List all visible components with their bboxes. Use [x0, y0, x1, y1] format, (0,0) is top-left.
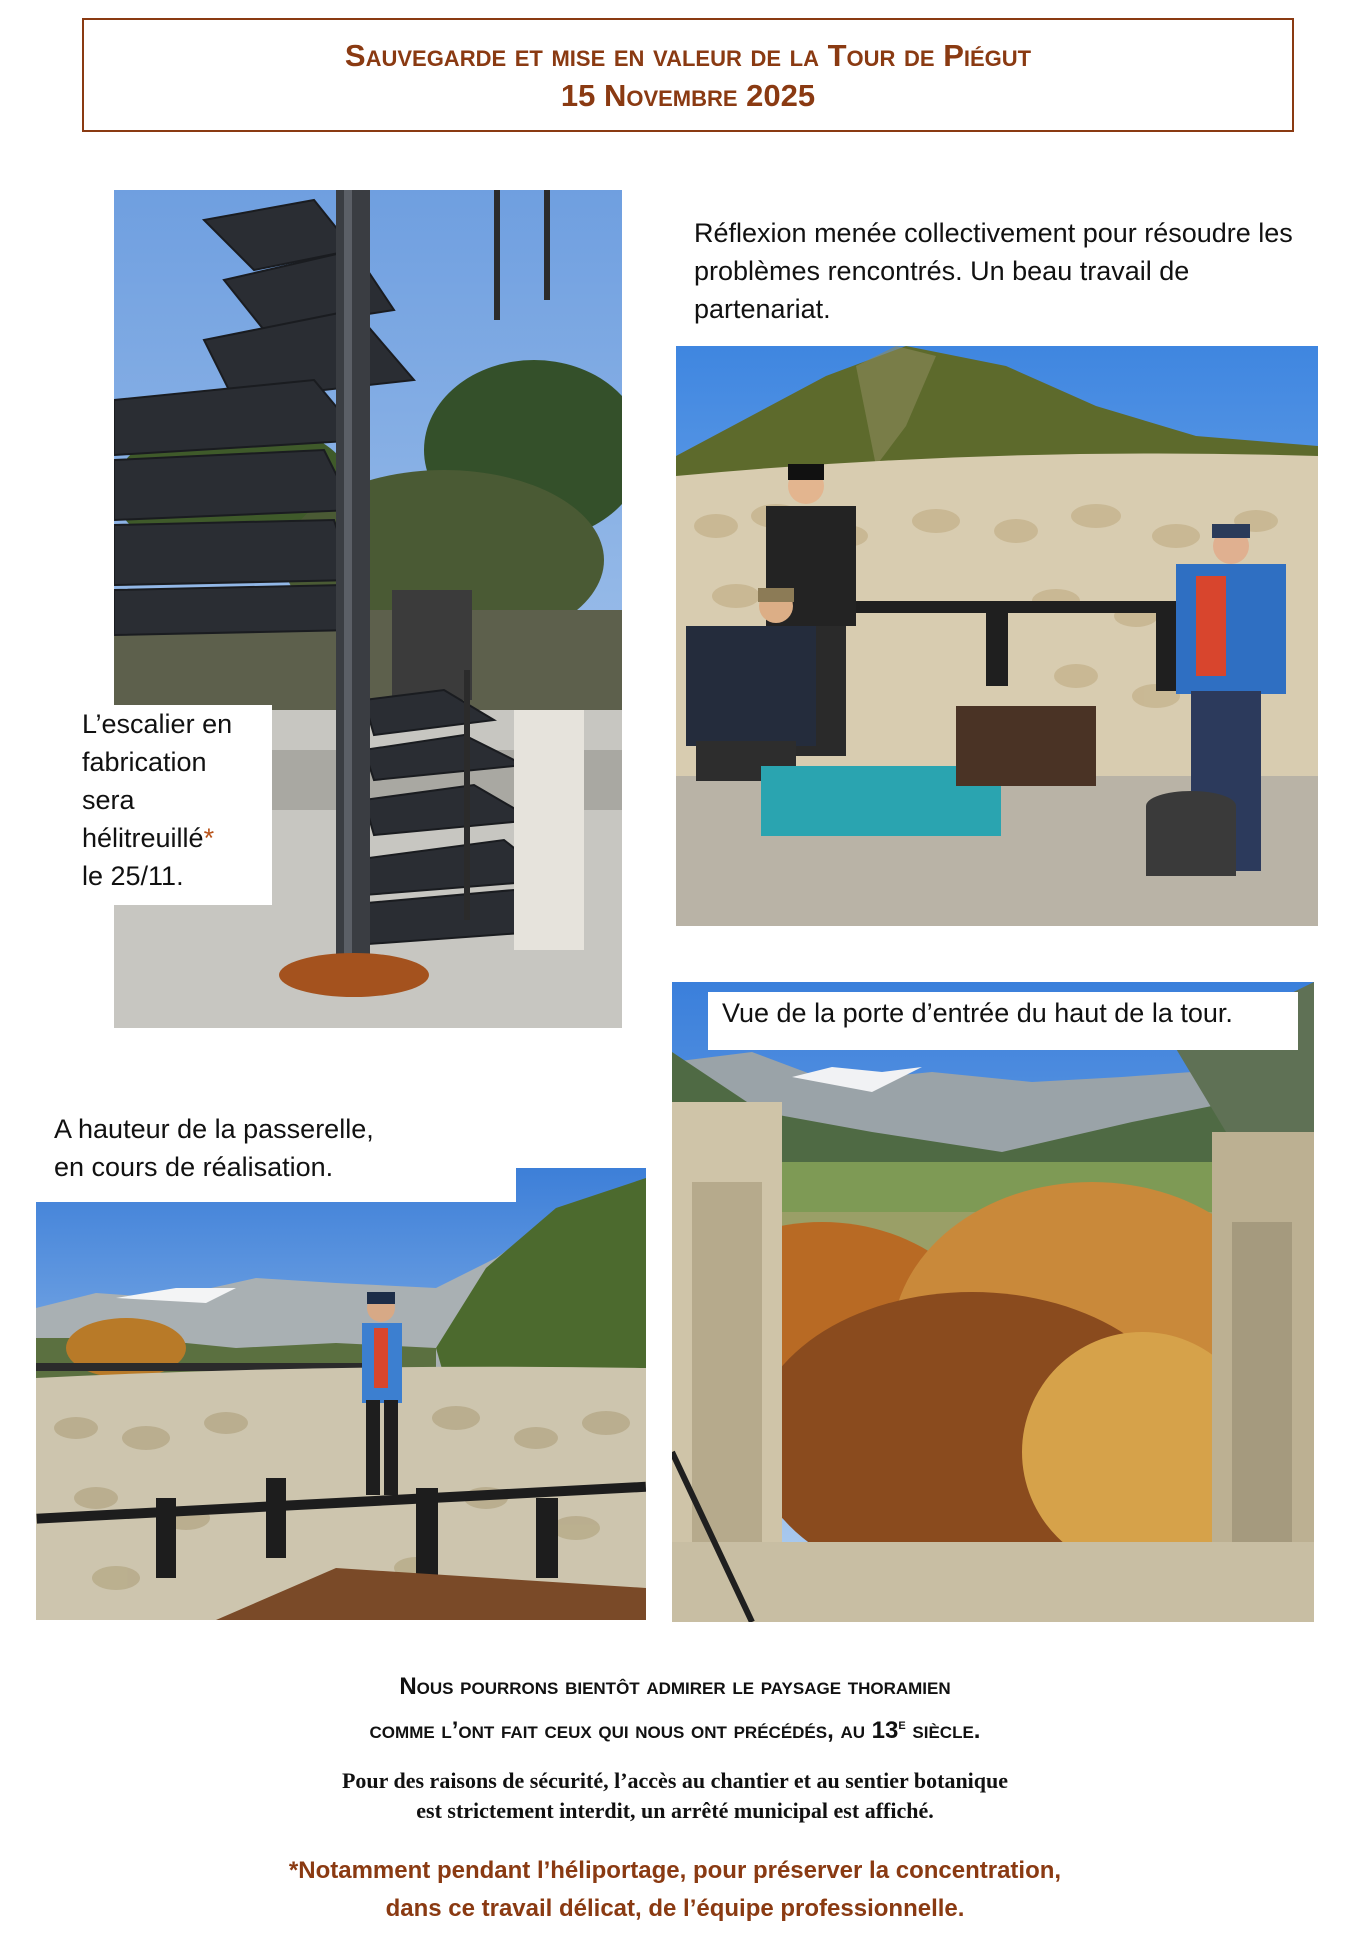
- page-title: Sauvegarde et mise en valeur de la Tour de Piégut: [344, 38, 1032, 73]
- view-caption: Vue de la porte d’entrée du haut de la tour.: [708, 992, 1298, 1050]
- closing-line1: Nous pourrons bientôt admirer le paysage thoramien: [399, 1673, 951, 1700]
- safety-notice: [0, 1766, 1350, 1826]
- notice-line2: est strictement interdit, un arrêté municipal est affiché.: [416, 1798, 934, 1823]
- walkway-caption-line2: en cours de réalisation.: [54, 1152, 334, 1182]
- staircase-caption-line: hélitreuillé: [82, 823, 204, 853]
- footnote-line1: *Notamment pendant l’héliportage, pour préserver la concentration,: [288, 1857, 1062, 1884]
- page-date: 15 Novembre 2025: [560, 78, 816, 113]
- footnote-line2: dans ce travail délicat, de l’équipe professionnelle.: [385, 1895, 965, 1922]
- title-box: [82, 18, 1294, 132]
- walkway-caption-line1: A hauteur de la passerelle,: [54, 1114, 374, 1144]
- staircase-caption: [82, 705, 272, 905]
- notice-line1: Pour des raisons de sécurité, l’accès au chantier et au sentier botanique: [341, 1768, 1009, 1793]
- view-photo: [672, 982, 1314, 1622]
- footnote: [0, 1852, 1350, 1928]
- footnote-marker: *: [203, 823, 215, 853]
- staircase-caption-line: le 25/11.: [82, 861, 184, 891]
- closing-line2: comme l’ont fait ceux qui nous ont précédés, au 13e siècle.: [369, 1716, 981, 1744]
- walkway-caption: [36, 1110, 516, 1202]
- staircase-caption-line: L’escalier en: [82, 709, 233, 739]
- staircase-caption-line: fabrication: [82, 747, 207, 777]
- walkway-photo: [36, 1168, 646, 1620]
- staircase-caption-line: sera: [82, 785, 135, 815]
- workers-caption: Réflexion menée collectivement pour résoudre les problèmes rencontrés. Un beau travail de partenariat.: [694, 218, 1293, 324]
- closing-text: [0, 1668, 1350, 1750]
- workers-photo: [676, 346, 1318, 926]
